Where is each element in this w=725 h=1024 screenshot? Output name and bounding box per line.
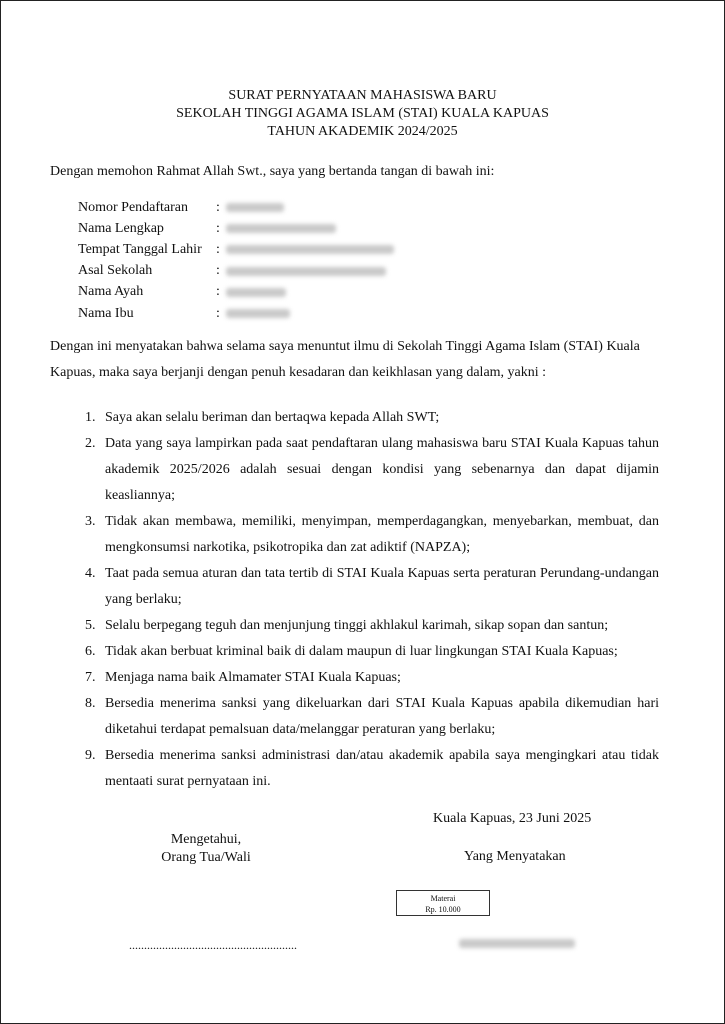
item-text: Menjaga nama baik Almamater STAI Kuala Kapuas;	[105, 670, 401, 685]
item-text: Data yang saya lampirkan pada saat pendaftaran ulang mahasiswa baru STAI Kuala Kapuas tahun akademik 2025/2026 adalah sesuai dengan kondisi yang sebenarnya dan dapat dijamin keasliannya;	[105, 436, 659, 503]
identity-row	[78, 218, 394, 239]
identity-colon: :	[216, 199, 220, 215]
list-item	[85, 509, 659, 561]
identity-row	[78, 197, 394, 218]
identity-row	[78, 303, 394, 324]
list-item	[85, 613, 659, 639]
item-number: 1.	[85, 410, 96, 425]
item-number: 2.	[85, 436, 96, 451]
identity-label: Nama Lengkap	[78, 220, 164, 236]
title-line-1: SURAT PERNYATAAN MAHASISWA BARU	[228, 88, 497, 103]
identity-label: Nama Ibu	[78, 305, 134, 321]
redacted-signer-name	[459, 939, 575, 948]
identity-row	[78, 239, 394, 260]
redacted-value	[226, 245, 394, 254]
item-text: Tidak akan membawa, memiliki, menyimpan, memperdagangkan, menyebarkan, membuat, dan mengkonsumsi narkotika, psikotropika dan zat adiktif (NAPZA);	[105, 514, 659, 555]
item-text: Selalu berpegang teguh dan menjunjung tinggi akhlakul karimah, sikap sopan dan santun;	[105, 618, 609, 633]
item-number: 6.	[85, 644, 96, 659]
identity-row	[78, 282, 394, 303]
identity-colon: :	[216, 263, 220, 279]
identity-table	[78, 197, 394, 324]
item-text: Tidak akan berbuat kriminal baik di dalam maupun di luar lingkungan STAI Kuala Kapuas;	[105, 644, 618, 659]
redacted-value	[226, 203, 284, 212]
title-line-3: TAHUN AKADEMIK 2024/2025	[267, 124, 458, 139]
document-title	[1, 87, 724, 141]
item-number: 8.	[85, 696, 96, 711]
item-text: Bersedia menerima sanksi administrasi dan/atau akademik apabila saya mengingkari atau tidak mentaati surat pernyataan ini.	[105, 748, 659, 789]
ack-line-1: Mengetahui,	[170, 832, 242, 847]
identity-row	[78, 261, 394, 282]
item-number: 7.	[85, 670, 96, 685]
identity-colon: :	[216, 284, 220, 300]
redacted-value	[226, 224, 336, 233]
identity-label: Asal Sekolah	[78, 263, 153, 279]
title-line-2: SEKOLAH TINGGI AGAMA ISLAM (STAI) KUALA KAPUAS	[176, 106, 549, 121]
stamp-line-1: Materai	[430, 894, 456, 903]
list-item	[85, 691, 659, 743]
identity-colon: :	[216, 220, 220, 236]
stamp-duty-box	[396, 890, 490, 916]
list-item	[85, 561, 659, 613]
list-item	[85, 665, 659, 691]
item-text: Taat pada semua aturan dan tata tertib di STAI Kuala Kapuas serta peraturan Perundang-undangan yang berlaku;	[105, 566, 659, 607]
identity-label: Nama Ayah	[78, 284, 144, 300]
identity-label: Nomor Pendaftaran	[78, 199, 189, 215]
redacted-value	[226, 267, 386, 276]
pledge-list	[85, 405, 659, 795]
ack-line-2: Orang Tua/Wali	[161, 850, 251, 865]
item-text: Bersedia menerima sanksi yang dikeluarkan dari STAI Kuala Kapuas apabila dikemudian hari diketahui terdapat pemalsuan data/melanggar peraturan yang berlaku;	[105, 696, 659, 737]
item-number: 9.	[85, 748, 96, 763]
list-item	[85, 639, 659, 665]
redacted-value	[226, 309, 290, 318]
item-number: 4.	[85, 566, 96, 581]
list-item	[85, 431, 659, 509]
item-text: Saya akan selalu beriman dan bertaqwa kepada Allah SWT;	[105, 410, 440, 425]
parent-signature-line: ........................................................	[129, 938, 297, 952]
identity-label: Tempat Tanggal Lahir	[78, 241, 202, 257]
list-item	[85, 743, 659, 795]
opening-sentence: Dengan memohon Rahmat Allah Swt., saya yang bertanda tangan di bawah ini:	[50, 164, 495, 179]
item-number: 5.	[85, 618, 96, 633]
item-number: 3.	[85, 514, 96, 529]
place-date: Kuala Kapuas, 23 Juni 2025	[433, 811, 592, 826]
parent-acknowledgement	[151, 831, 261, 867]
redacted-value	[226, 288, 286, 297]
stamp-line-2: Rp. 10.000	[425, 905, 461, 914]
statement-paragraph: Dengan ini menyatakan bahwa selama saya menuntut ilmu di Sekolah Tinggi Agama Islam (STAI) Kuala Kapuas, maka saya berjanji dengan penuh kesadaran dan keikhlasan yang dalam, yakni :	[50, 339, 640, 380]
identity-colon: :	[216, 241, 220, 257]
stater-label: Yang Menyatakan	[464, 849, 566, 864]
list-item	[85, 405, 659, 431]
identity-colon: :	[216, 305, 220, 321]
